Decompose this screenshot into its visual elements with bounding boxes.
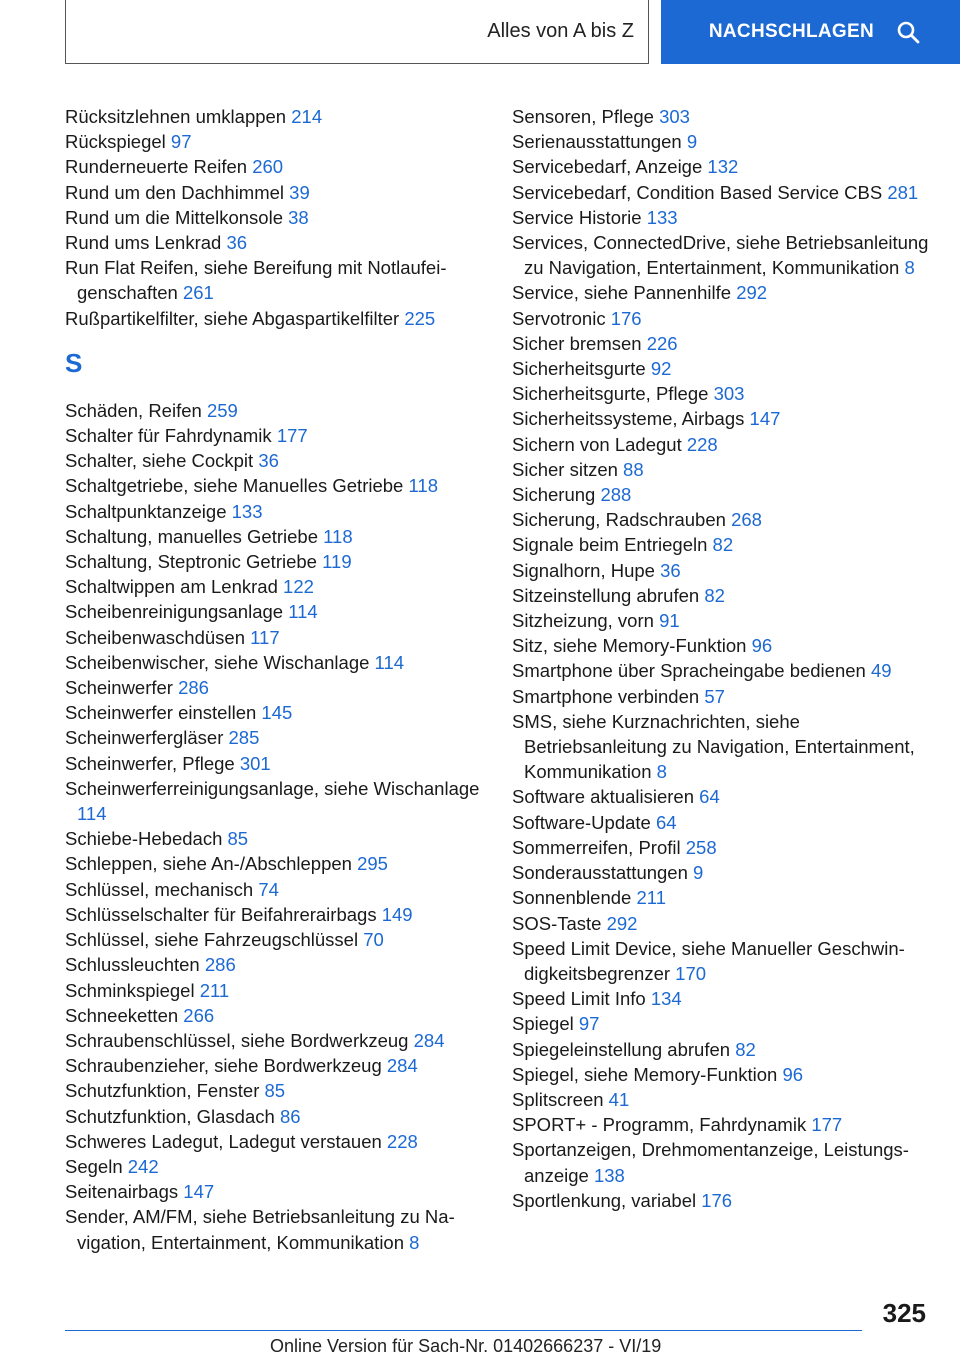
index-entry-text: Schalter für Fahrdynamik	[65, 425, 272, 447]
page-reference-link[interactable]: 64	[699, 786, 720, 808]
page-reference-link[interactable]: 266	[183, 1004, 215, 1026]
page-reference-link[interactable]: 286	[204, 954, 236, 976]
index-entry-text: Rund um die Mittelkonsole	[65, 206, 283, 228]
page-reference-link[interactable]: 295	[357, 853, 388, 875]
page-reference-link[interactable]: 281	[887, 181, 919, 203]
index-entry-text: Rund ums Lenkrad	[65, 232, 222, 254]
index-entry	[512, 230, 942, 280]
index-entry-text: Sensoren, Pflege	[512, 106, 654, 127]
index-column-right	[512, 104, 942, 1213]
index-entry	[512, 583, 942, 608]
page-reference-link[interactable]: 8	[656, 761, 667, 783]
page-reference-link[interactable]: 292	[606, 912, 638, 934]
index-entry	[512, 860, 942, 885]
index-entry-text: Spiegel, siehe Memory-Funktion	[512, 1063, 778, 1085]
index-entry	[512, 180, 942, 205]
index-entry	[65, 599, 485, 624]
index-entry	[512, 633, 942, 658]
index-entry	[512, 1137, 942, 1187]
page-reference-link[interactable]: 177	[276, 425, 308, 447]
index-column-left	[65, 104, 485, 1255]
index-entry	[512, 1112, 942, 1137]
index-entry	[512, 810, 942, 835]
index-entry-text: Sonderausstattungen	[512, 862, 688, 884]
index-entry-text: Rußpartikelfilter, siehe Abgaspartikelfilter	[65, 307, 400, 329]
index-entry	[65, 499, 485, 524]
page-reference-link[interactable]: 138	[593, 1164, 625, 1186]
page-reference-link[interactable]: 149	[381, 903, 413, 925]
index-entry	[65, 423, 485, 448]
index-entry	[512, 684, 942, 709]
index-entry	[512, 432, 942, 457]
index-entry	[512, 835, 942, 860]
page-reference-link[interactable]: 92	[650, 358, 672, 380]
index-entry-text: Rücksitzlehnen umklappen	[65, 106, 287, 127]
index-entry	[512, 457, 942, 482]
index-entry-text: Scheibenwischer, siehe Wischanlage	[65, 651, 370, 673]
page-reference-link[interactable]: 225	[404, 307, 436, 329]
index-entry	[512, 558, 942, 583]
index-entry	[65, 230, 485, 255]
index-entry	[512, 658, 942, 683]
page-reference-link[interactable]: 36	[258, 450, 279, 472]
index-entry	[512, 1037, 942, 1062]
page-reference-link[interactable]: 292	[736, 282, 768, 304]
page-reference-link[interactable]: 122	[283, 576, 314, 598]
index-entry	[65, 700, 485, 725]
index-entry	[65, 154, 485, 179]
page-reference-link[interactable]: 36	[226, 232, 248, 254]
index-entry	[65, 524, 485, 549]
page-reference-link[interactable]: 70	[363, 929, 384, 951]
header-title: Alles von A bis Z	[487, 20, 634, 42]
index-entry-text: Software-Update	[512, 811, 651, 833]
page-reference-link[interactable]: 39	[289, 181, 310, 203]
index-entry-text: Services, ConnectedDrive, siehe Betriebsanleitung zu Navigation, Entertainment, Kommunikation	[512, 232, 929, 279]
index-entry-text: Sportlenkung, variabel	[512, 1189, 697, 1211]
index-entry-text: Spiegeleinstellung abrufen	[512, 1038, 731, 1060]
page-reference-link[interactable]: 91	[659, 610, 680, 632]
index-entry-text: Schaltpunktanzeige	[65, 500, 227, 522]
search-icon[interactable]	[896, 20, 920, 44]
page-reference-link[interactable]: 288	[600, 484, 632, 506]
page-reference-link[interactable]: 118	[323, 525, 353, 547]
index-entry	[512, 129, 942, 154]
index-entry-text: Splitscreen	[512, 1088, 604, 1110]
page-reference-link[interactable]: 147	[749, 408, 781, 430]
page-reference-link[interactable]: 82	[712, 534, 734, 556]
page-reference-link[interactable]: 145	[261, 702, 293, 724]
index-entry	[512, 1011, 942, 1036]
header-title-box	[65, 0, 649, 64]
footer-online-version: Online Version für Sach-Nr. 01402666237 - VI/19	[270, 1336, 662, 1356]
page-reference-link[interactable]: 261	[182, 282, 214, 304]
index-entry	[512, 532, 942, 557]
page-reference-link[interactable]: 41	[608, 1088, 630, 1110]
index-entry	[512, 306, 942, 331]
index-entry-text: Software aktualisieren	[512, 786, 695, 808]
index-entry	[65, 851, 485, 876]
page-reference-link[interactable]: 260	[252, 156, 284, 178]
page-reference-link[interactable]: 85	[264, 1080, 286, 1102]
index-entry-text: Signale beim Entriegeln	[512, 534, 708, 556]
nachschlagen-tab-label: NACHSCHLAGEN	[708, 21, 874, 42]
index-entry	[512, 280, 942, 305]
index-entry	[65, 625, 485, 650]
index-entry	[65, 725, 485, 750]
index-entry	[65, 1053, 485, 1078]
index-entry-text: Schlüssel, siehe Fahrzeugschlüssel	[65, 929, 359, 951]
index-entry	[65, 826, 485, 851]
page-reference-link[interactable]: 96	[782, 1063, 804, 1085]
page-reference-link[interactable]: 258	[685, 836, 717, 858]
index-entry-text: Rund um den Dachhimmel	[65, 181, 285, 203]
index-entry	[65, 751, 485, 776]
index-entry-text: Scheinwerfer	[65, 677, 173, 699]
index-entry	[512, 356, 942, 381]
index-entry	[65, 574, 485, 599]
index-entry	[512, 709, 942, 785]
nachschlagen-tab[interactable]	[661, 0, 960, 64]
index-entry-text: Scheibenwaschdüsen	[65, 626, 245, 648]
index-entry	[512, 381, 942, 406]
index-entry	[65, 473, 485, 498]
page-reference-link[interactable]: 97	[170, 131, 192, 153]
page-reference-link[interactable]: 284	[386, 1055, 418, 1077]
index-entry-text: Smartphone über Spracheingabe bedienen	[512, 660, 866, 682]
index-entry-text: Servotronic	[512, 307, 606, 329]
index-entry	[512, 154, 942, 179]
index-entry-text: Sicher sitzen	[512, 458, 618, 480]
page-reference-link[interactable]: 170	[675, 962, 707, 984]
index-entry-text: Spiegel	[512, 1013, 574, 1035]
page-reference-link[interactable]: 97	[578, 1013, 600, 1035]
page-reference-link[interactable]: 114	[374, 651, 405, 673]
index-entry-text: Sitzheizung, vorn	[512, 610, 654, 632]
page-reference-link[interactable]: 301	[239, 752, 271, 774]
index-entry	[512, 784, 942, 809]
index-entry-text: Schweres Ladegut, Ladegut verstauen	[65, 1130, 382, 1152]
index-entry	[512, 482, 942, 507]
page-reference-link[interactable]: 38	[288, 206, 309, 228]
index-entry	[65, 549, 485, 574]
page-reference-link[interactable]: 133	[231, 500, 263, 522]
page-reference-link[interactable]: 82	[704, 584, 725, 606]
page-reference-link[interactable]: 226	[646, 332, 678, 354]
page-reference-link[interactable]: 96	[751, 635, 773, 657]
page-reference-link[interactable]: 114	[77, 803, 107, 825]
page-reference-link[interactable]: 286	[178, 677, 209, 699]
index-entry	[65, 902, 485, 927]
index-entry	[65, 1179, 485, 1204]
index-entry-text: Sitz, siehe Memory-Funktion	[512, 635, 747, 657]
index-entry	[65, 675, 485, 700]
page-reference-link[interactable]: 268	[731, 509, 762, 531]
index-entry	[65, 952, 485, 977]
page-reference-link[interactable]: 86	[279, 1105, 301, 1127]
index-entry	[512, 507, 942, 532]
index-entry	[512, 104, 942, 129]
page-reference-link[interactable]: 211	[636, 887, 666, 909]
page-reference-link[interactable]: 8	[904, 257, 915, 279]
page-reference-link[interactable]: 133	[646, 206, 678, 228]
index-entry	[65, 1154, 485, 1179]
page-reference-link[interactable]: 134	[650, 988, 682, 1010]
footer-divider	[65, 1330, 862, 1331]
index-entry-text: Smartphone verbinden	[512, 685, 700, 707]
index-entry	[65, 1078, 485, 1103]
index-entry-text: Sicherheitsgurte	[512, 358, 646, 380]
index-entry	[65, 306, 485, 331]
index-entry-text: Sportanzeigen, Drehmomentanzeige, Leistungsanzeige	[512, 1139, 909, 1186]
index-entry	[65, 398, 485, 423]
index-entry	[512, 1087, 942, 1112]
page-reference-link[interactable]: 118	[408, 475, 438, 497]
page-reference-link[interactable]: 9	[686, 131, 698, 153]
index-entry-text: Schalter, siehe Cockpit	[65, 450, 254, 472]
index-entry-text: Sicherheitssysteme, Airbags	[512, 408, 745, 430]
page-reference-link[interactable]: 57	[704, 685, 725, 707]
index-entry	[65, 448, 485, 473]
index-entry	[65, 978, 485, 1003]
index-entry	[512, 331, 942, 356]
index-entry-text: Schraubenzieher, siehe Bordwerkzeug	[65, 1055, 382, 1077]
index-entry	[512, 205, 942, 230]
page-reference-link[interactable]: 259	[206, 399, 238, 421]
index-entry-text: Schminkspiegel	[65, 979, 195, 1001]
index-entry-text: Schaltwippen am Lenkrad	[65, 576, 278, 598]
page-number: 325	[882, 1298, 926, 1328]
index-entry-text: Schaltung, Steptronic Getriebe	[65, 551, 317, 573]
index-entry-text: SMS, siehe Kurznachrichten, siehe Betriebsanleitung zu Navigation, Entertainment, Kommunikation	[512, 710, 915, 783]
page-reference-link[interactable]: 176	[701, 1189, 733, 1211]
index-entry-text: Schaltgetriebe, siehe Manuelles Getriebe	[65, 475, 404, 497]
index-entry-text: Schneeketten	[65, 1004, 179, 1026]
index-entry-text: Sicherung	[512, 484, 596, 506]
index-entry	[512, 1062, 942, 1087]
index-entry	[512, 885, 942, 910]
page-reference-link[interactable]: 211	[199, 979, 230, 1001]
page-reference-link[interactable]: 214	[291, 106, 323, 127]
index-entry	[65, 1028, 485, 1053]
page-reference-link[interactable]: 242	[127, 1155, 159, 1177]
index-entry-text: Run Flat Reifen, siehe Bereifung mit Notlaufeigenschaften	[65, 257, 447, 304]
index-entry-text: Rückspiegel	[65, 131, 166, 153]
index-entry-text: Schleppen, siehe An-/Abschleppen	[65, 853, 352, 875]
index-entry	[512, 936, 942, 986]
page-reference-link[interactable]: 64	[655, 811, 677, 833]
index-entry-text: Sicher bremsen	[512, 332, 642, 354]
index-entry-text: Serienausstattungen	[512, 131, 682, 153]
page-reference-link[interactable]: 117	[250, 626, 280, 648]
index-entry-text: Scheinwerfer einstellen	[65, 702, 257, 724]
page-reference-link[interactable]: 303	[713, 383, 745, 405]
page-reference-link[interactable]: 303	[659, 106, 690, 127]
index-entry-text: Service, siehe Pannenhilfe	[512, 282, 732, 304]
index-entry	[65, 1104, 485, 1129]
index-entry	[512, 406, 942, 431]
index-entry-text: Service Historie	[512, 206, 642, 228]
index-entry-text: Schraubenschlüssel, siehe Bordwerkzeug	[65, 1029, 409, 1051]
page-reference-link[interactable]: 176	[610, 307, 642, 329]
index-entry-text: Servicebedarf, Anzeige	[512, 156, 703, 178]
index-entry-text: Scheibenreinigungsanlage	[65, 601, 284, 623]
index-entry-text: Schaltung, manuelles Getriebe	[65, 525, 318, 547]
index-entry-text: Schlüssel, mechanisch	[65, 878, 254, 900]
page-reference-link[interactable]: 119	[322, 551, 352, 573]
index-entry-text: Speed Limit Device, siehe Manueller Geschwindigkeitsbegrenzer	[512, 937, 905, 984]
page-reference-link[interactable]: 49	[870, 660, 892, 682]
index-entry-text: Scheinwerfer, Pflege	[65, 752, 235, 774]
index-entry-text: Sichern von Ladegut	[512, 433, 682, 455]
index-entry-text: Runderneuerte Reifen	[65, 156, 248, 178]
index-entry-text: Speed Limit Info	[512, 988, 646, 1010]
index-entry	[65, 1204, 485, 1254]
index-entry-text: Segeln	[65, 1155, 123, 1177]
index-entry-text: Scheinwerfergläser	[65, 727, 224, 749]
index-entry-text: Schutzfunktion, Fenster	[65, 1080, 260, 1102]
index-entry-text: Sitzeinstellung abrufen	[512, 584, 700, 606]
page-reference-link[interactable]: 228	[686, 433, 718, 455]
index-entry	[65, 255, 485, 305]
index-entry-text: Servicebedarf, Condition Based Service CBS	[512, 181, 883, 203]
page-reference-link[interactable]: 82	[735, 1038, 756, 1060]
index-entry	[65, 180, 485, 205]
index-entry	[65, 877, 485, 902]
section-letter: S	[65, 347, 83, 378]
index-entry-text: Sonnenblende	[512, 887, 632, 909]
index-entry-text: Schutzfunktion, Glasdach	[65, 1105, 275, 1127]
index-entry-text: Schiebe-Hebedach	[65, 828, 223, 850]
page-reference-link[interactable]: 36	[660, 559, 681, 581]
index-entry-text: Schlüsselschalter für Beifahrerairbags	[65, 903, 377, 925]
page-reference-link[interactable]: 85	[227, 828, 249, 850]
index-entry	[65, 1129, 485, 1154]
index-entry	[65, 1003, 485, 1028]
index-entry	[65, 129, 485, 154]
index-entry	[512, 1188, 942, 1213]
index-entry-text: Sicherung, Radschrauben	[512, 509, 726, 531]
page-reference-link[interactable]: 228	[386, 1130, 418, 1152]
index-entry-text: Signalhorn, Hupe	[512, 559, 655, 581]
index-entry-text: Sender, AM/FM, siehe Betriebsanleitung zu Navigation, Entertainment, Kommunikation	[65, 1206, 455, 1253]
page-reference-link[interactable]: 177	[811, 1114, 843, 1136]
index-entry-text: Schäden, Reifen	[65, 399, 202, 421]
page-reference-link[interactable]: 9	[693, 862, 704, 884]
index-entry	[512, 911, 942, 936]
index-entry-text: Seitenairbags	[65, 1181, 179, 1203]
index-entry	[65, 927, 485, 952]
page-reference-link[interactable]: 284	[413, 1029, 445, 1051]
index-entry-text: SOS-Taste	[512, 912, 602, 934]
index-entry	[65, 205, 485, 230]
index-entry	[65, 104, 485, 129]
index-entry	[512, 608, 942, 633]
page-reference-link[interactable]: 147	[183, 1181, 215, 1203]
index-entry-text: Sicherheitsgurte, Pflege	[512, 383, 709, 405]
page-reference-link[interactable]: 114	[288, 601, 318, 623]
page-reference-link[interactable]: 132	[707, 156, 739, 178]
index-entry-text: Schlussleuchten	[65, 954, 200, 976]
index-entry	[65, 776, 485, 826]
index-entry-text: Sommerreifen, Profil	[512, 836, 681, 858]
index-entry	[512, 986, 942, 1011]
index-entry	[65, 650, 485, 675]
page-reference-link[interactable]: 8	[409, 1231, 420, 1253]
page-reference-link[interactable]: 74	[258, 878, 279, 900]
page-reference-link[interactable]: 285	[228, 727, 260, 749]
page-reference-link[interactable]: 88	[623, 458, 644, 480]
index-entry-text: SPORT+ - Programm, Fahrdynamik	[512, 1114, 807, 1136]
index-entry-text: Scheinwerferreinigungsanlage, siehe Wischanlage	[65, 777, 480, 799]
